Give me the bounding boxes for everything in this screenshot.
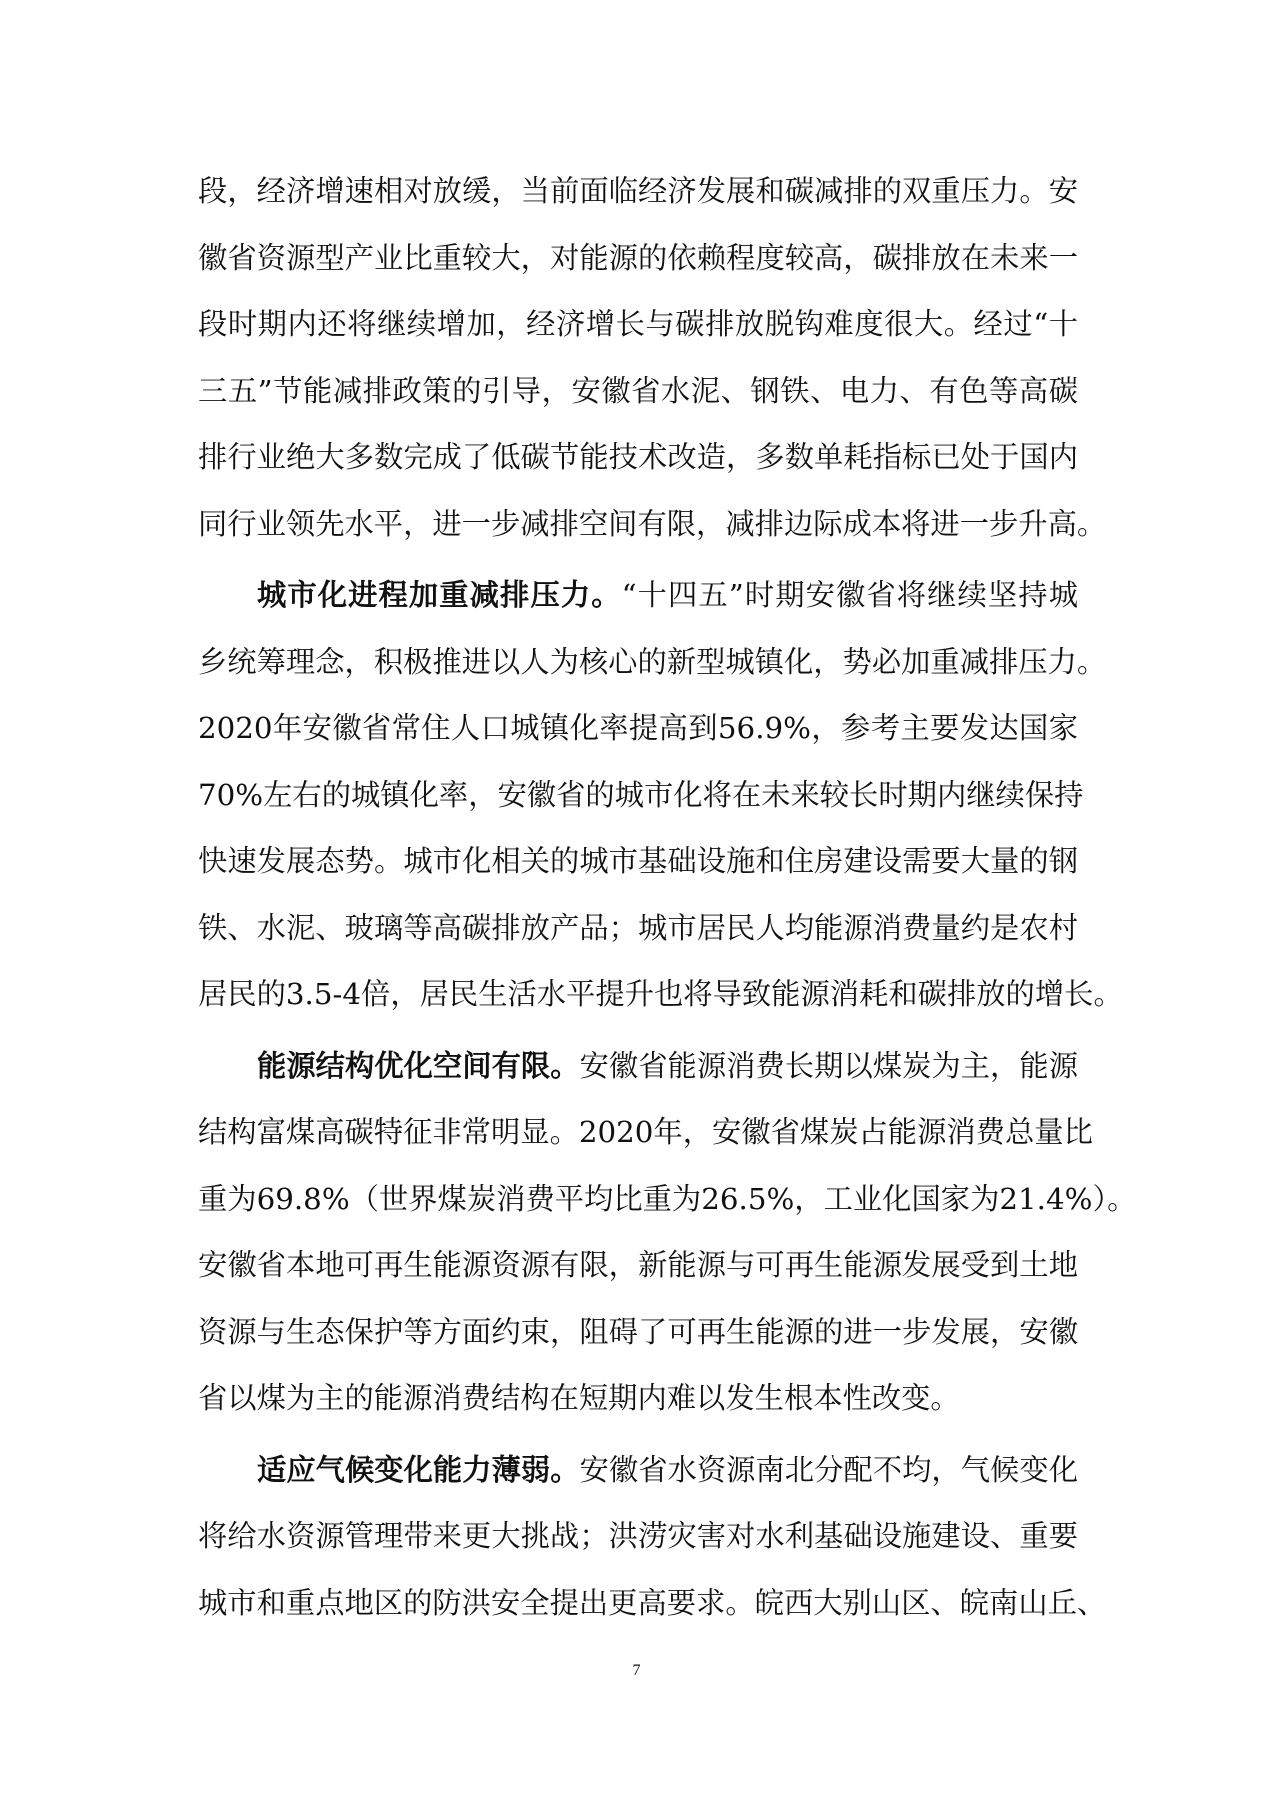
paragraph-3 — [198, 1033, 1137, 1432]
page-number: 7 — [632, 1662, 641, 1679]
paragraph-heading: 城市化进程加重减排压力。 — [257, 577, 622, 612]
text-line: 同行业领先水平，进一步减排空间有限，减排边际成本将进一步升高。 — [198, 506, 1107, 541]
text-line: 居民的3.5-4倍，居民生活水平提升也将导致能源消耗和碳排放的增长。 — [198, 977, 1123, 1011]
text-line: 70%左右的城镇化率，安徽省的城市化将在未来较长时期内继续保持 — [198, 777, 1084, 812]
text-line: 段，经济增速相对放缓，当前面临经济发展和碳减排的双重压力。安 — [198, 174, 1078, 208]
document-body — [198, 158, 1137, 1641]
text-line — [198, 562, 1078, 629]
text-line: 结构富煤高碳特征非常明显。2020年，安徽省煤炭占能源消费总量比 — [198, 1115, 1093, 1149]
paragraph-2 — [198, 562, 1123, 1028]
text-segment: “十四五”时期安徽省将继续坚持城 — [621, 578, 1078, 612]
text-line: 排行业绝大多数完成了低碳节能技术改造，多数单耗指标已处于国内 — [198, 440, 1078, 474]
paragraph-4 — [198, 1437, 1107, 1637]
text-segment: 安徽省能源消费长期以煤炭为主，能源 — [579, 1048, 1079, 1083]
text-line: 三五”节能减排政策的引导，安徽省水泥、钢铁、电力、有色等高碳 — [198, 373, 1078, 408]
text-line: 乡统筹理念，积极推进以人为核心的新型城镇化，势必加重减排压力。 — [198, 644, 1107, 679]
text-line: 省以煤为主的能源消费结构在短期内难以发生根本性改变。 — [198, 1381, 960, 1415]
text-line: 安徽省本地可再生能源资源有限，新能源与可再生能源发展受到土地 — [198, 1248, 1078, 1282]
text-line — [198, 1437, 1078, 1504]
text-segment: 安徽省水资源南北分配不均，气候变化 — [579, 1452, 1079, 1487]
text-line: 段时期内还将继续增加，经济增长与碳排放脱钩难度很大。经过“十 — [198, 307, 1078, 341]
text-line: 城市和重点地区的防洪安全提出更高要求。皖西大别山区、皖南山丘、 — [198, 1585, 1107, 1620]
paragraph-heading: 能源结构优化空间有限。 — [257, 1047, 580, 1083]
text-line — [198, 1033, 1078, 1100]
text-line: 徽省资源型产业比重较大，对能源的依赖程度较高，碳排放在未来一 — [198, 240, 1078, 275]
paragraph-1 — [198, 158, 1107, 557]
paragraph-heading: 适应气候变化能力薄弱。 — [257, 1451, 580, 1487]
text-line: 将给水资源管理带来更大挑战；洪涝灾害对水利基础设施建设、重要 — [198, 1519, 1078, 1553]
text-line: 铁、水泥、玻璃等高碳排放产品；城市居民人均能源消费量约是农村 — [198, 910, 1078, 945]
text-line: 快速发展态势。城市化相关的城市基础设施和住房建设需要大量的钢 — [198, 844, 1078, 878]
text-line: 重为69.8%（世界煤炭消费平均比重为26.5%，工业化国家为21.4%）。 — [198, 1181, 1137, 1216]
text-line: 资源与生态保护等方面约束，阻碍了可再生能源的进一步发展，安徽 — [198, 1314, 1078, 1349]
text-line: 2020年安徽省常住人口城镇化率提高到56.9%，参考主要发达国家 — [198, 711, 1078, 745]
